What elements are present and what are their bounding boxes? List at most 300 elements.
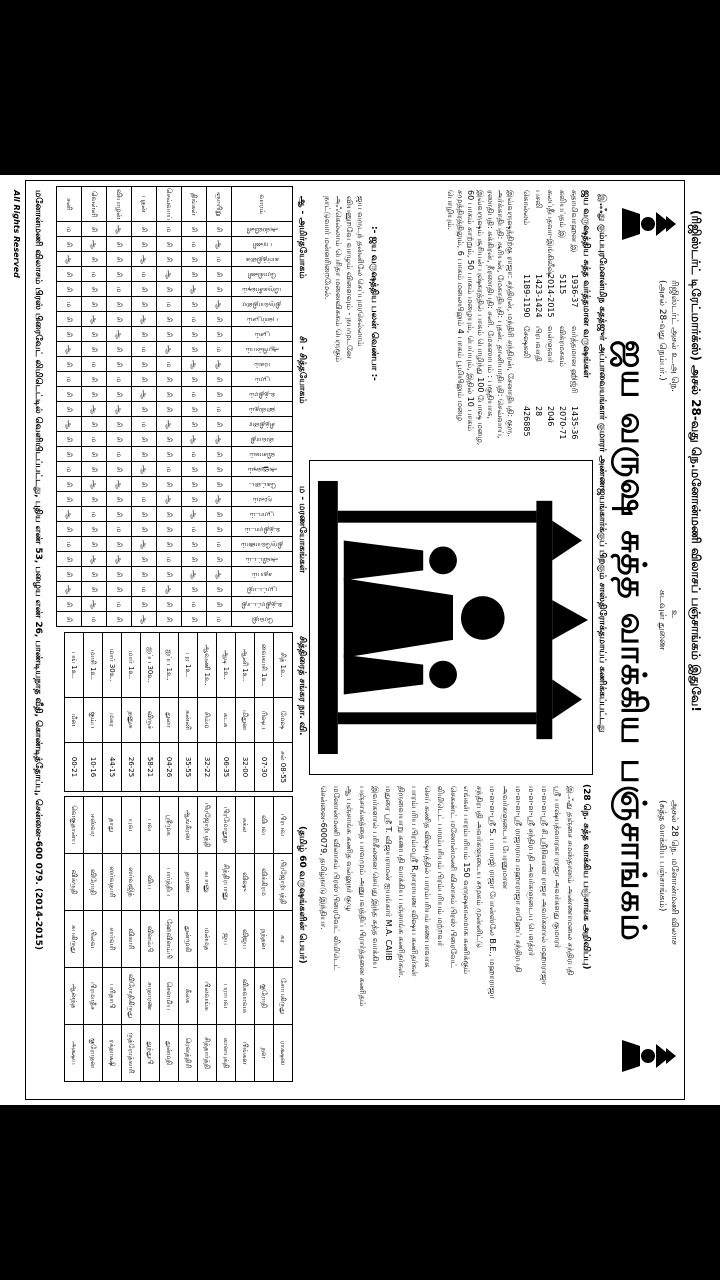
yoga-cell: சி	[182, 222, 207, 237]
yoga-cell: சி	[157, 282, 182, 297]
yoga-cell: சி	[132, 222, 157, 237]
yoga-cell: ம	[57, 537, 82, 552]
yoga-cell: சி	[207, 372, 232, 387]
year-name-cell: விஜய	[236, 911, 255, 968]
announcement-line: மனோன்மணி விலாசம் பிரஸ் பிரைவேட் லிமிடெட்	[332, 786, 341, 971]
yoga-cell: சி	[157, 597, 182, 612]
sankara-cell: துலா	[160, 698, 179, 743]
sankara-row	[160, 633, 179, 792]
sankara-cell: கடக	[217, 698, 236, 743]
yoga-cell: சி	[57, 567, 82, 582]
year-names-row	[84, 797, 103, 1082]
year-value2: 28	[534, 406, 543, 417]
weekday-row	[82, 187, 107, 627]
prophecy-heading: :- ஜய வருஷத்திய பலன் வெண்பா :-	[369, 226, 379, 381]
announcement-line: திருவையாறு கணபதி வாக்கிய பஞ்சாங்க கணிதர்கள்.	[397, 786, 406, 978]
yoga-cell: ம	[107, 522, 132, 537]
yoga-cell: ம	[182, 447, 207, 462]
yoga-cell: ம	[157, 297, 182, 312]
yoga-cell: ம	[82, 267, 107, 282]
year-name-cell: விகாரி	[122, 911, 141, 968]
yoga-cell: சி	[157, 237, 182, 252]
star-header: விசாகம்	[232, 447, 293, 462]
year-name-cell: பிரமோதூத	[217, 797, 236, 854]
yoga-cell: ஆ	[207, 297, 232, 312]
year-name-cell: துன்மதி	[160, 1025, 179, 1082]
year-label2: பிரபவாதி	[534, 326, 543, 362]
star-header: பூரம்	[232, 372, 293, 387]
sankara-cell: சித் 1உ.	[274, 633, 293, 698]
sankara-cell: 06-35	[217, 743, 236, 792]
star-header: ரோகிணி	[232, 267, 293, 282]
yoga-cell: சி	[157, 372, 182, 387]
year-name-cell: ஆங்கீரஸ	[179, 797, 198, 854]
year-name-cell: ஜய	[217, 911, 236, 968]
yoga-cell: ம	[132, 417, 157, 432]
announcement-line: சென்னை-600079, தமிழ்நாடு இந்தியா.	[319, 786, 328, 930]
year-names-row	[274, 797, 293, 1082]
yoga-cell: சி	[132, 432, 157, 447]
year-name-cell: ஸ்ரீமுக	[160, 797, 179, 854]
prophecy-section	[309, 186, 379, 456]
year-name-cell: ஸர்வஜித்	[122, 854, 141, 911]
yoga-cell: சி	[157, 567, 182, 582]
year-name-cell: நந்தன	[255, 911, 274, 968]
year-label: கொல்லம்	[522, 190, 531, 226]
yoga-cell: ஆ	[207, 492, 232, 507]
yoga-cell: சி	[107, 582, 132, 597]
yoga-cell: ம	[182, 522, 207, 537]
sankara-cell: 44-15	[103, 743, 122, 792]
star-header: பூசம்	[232, 327, 293, 342]
year-name-cell: கர	[274, 911, 293, 968]
yoga-cell: ம	[82, 507, 107, 522]
sankara-table	[64, 632, 293, 792]
yoga-cell: சி	[57, 312, 82, 327]
header-left-reg: ரிஜிஸ்டர்ட் அசல் உ.அ நெ.	[669, 280, 679, 393]
yoga-cell: ஆ	[182, 507, 207, 522]
sankara-row	[274, 633, 293, 792]
yoga-cell: சி	[157, 387, 182, 402]
year-name-cell: தாது	[103, 797, 122, 854]
year-label: கலப்தீபதவா-இங்கிலீஷ்	[546, 190, 555, 276]
yoga-cell: சி	[107, 342, 132, 357]
header-right: அசல் 28 நெ. மனோன்மணி விலாச	[669, 800, 679, 945]
yoga-cell: சி	[207, 477, 232, 492]
yoga-cell: ம	[157, 552, 182, 567]
yoga-cell: ஆ	[157, 417, 182, 432]
yoga-cell: சி	[182, 342, 207, 357]
header-center-god: கடவுள் துணை	[657, 590, 667, 651]
announcement-line: ம-ள-ள-ஸ்ரீ S. பாபாஜி ராஜா போன்ஸ்லே B.E., மஹாராஜா	[488, 786, 497, 999]
announcement-line: ம-ள-ள-ஸ்ரீ சி.ஸ்ரீநிவாஸ ராஜா அவர்களால் மஹாராஜா	[540, 786, 549, 986]
yoga-cell: ஆ	[107, 327, 132, 342]
yoga-cell: சி	[182, 612, 207, 627]
star-header: ஆயில்யம்	[232, 342, 293, 357]
year-value2: 426885	[522, 406, 531, 437]
year-name-cell: பிலவ	[84, 911, 103, 968]
almanac-table	[49, 186, 307, 1094]
announcement-line: ம-ள-ள-ஸ்ரீ சந்திரபதி அவர்களுடைய பௌத்ரர்	[527, 786, 536, 957]
year-label2: சேஷகலி	[522, 326, 531, 359]
sankara-cell: 26-25	[122, 743, 141, 792]
yoga-cell: சி	[57, 357, 82, 372]
sankara-cell: மார் 30உ.	[103, 633, 122, 698]
yoga-cell: ஆ	[132, 312, 157, 327]
year-name-cell: விஷு	[236, 854, 255, 911]
yoga-cell: சி	[182, 252, 207, 267]
years-heading: ஜய வருஷத்திய சுத்த வர்த்தமான வருஷங்கள்	[581, 190, 591, 378]
year-label: சுதாமிவாஹன இ	[570, 190, 579, 253]
yoga-cell: ஆ	[107, 222, 132, 237]
yoga-cell: ஆ	[82, 237, 107, 252]
year-name-cell: ஆனந்த	[65, 968, 84, 1025]
year-name-cell: சௌமிய	[160, 968, 179, 1025]
announcement-line: ம-ள-ள-ஸ்ரீ ராஜாராம மஹாராஜா சாஹேப் சந்திரபதி	[514, 786, 523, 973]
announcement-line: எங்கள் பாரம்பரியம் 150 வருஷகாலமாக கணிக்கும்	[462, 786, 471, 975]
year-name-cell: நள	[255, 1025, 274, 1082]
yoga-cell: சி	[157, 252, 182, 267]
yoga-cell: சி	[182, 537, 207, 552]
yoga-cell: ம	[207, 342, 232, 357]
yoga-cell: சி	[157, 447, 182, 462]
yoga-cell: சி	[57, 447, 82, 462]
yoga-cell: சி	[82, 522, 107, 537]
yoga-grid	[56, 186, 293, 627]
yoga-cell: ம	[182, 387, 207, 402]
yoga-cell: சி	[132, 522, 157, 537]
sankara-row	[122, 633, 141, 792]
sankara-cell: 04-26	[160, 743, 179, 792]
year-value: 1936-37	[570, 274, 579, 308]
weekday-row	[207, 187, 232, 627]
yoga-cell: ம	[207, 252, 232, 267]
announcement-line: ஆ பஞ்சாங்க கணித வல்லுநர் குழு	[345, 786, 354, 912]
sankara-cell: மாசி 1உ.	[84, 633, 103, 698]
yoga-cell: ஆ	[182, 282, 207, 297]
table-header-left: ஆ - அமிர்தயோகம்	[297, 196, 307, 279]
yoga-cell: ம	[157, 222, 182, 237]
yoga-cell: சி	[107, 567, 132, 582]
yoga-cell: ம	[132, 492, 157, 507]
yoga-cell: சி	[132, 357, 157, 372]
sankara-cell: விருச்	[141, 698, 160, 743]
yoga-cell: சி	[107, 507, 132, 522]
announcement-line: ஸ்ரீ பாஷ்யத்வாரகா ராஜா அவர்களது குமாரர்	[553, 786, 562, 949]
star-header: சதயம்	[232, 567, 293, 582]
yoga-cell: சி	[57, 267, 82, 282]
yoga-cell: சி	[82, 387, 107, 402]
sankara-cell: ஐப்ப 1உ.	[160, 633, 179, 698]
announcement-section	[309, 780, 593, 1094]
year-value2: 2046	[546, 406, 555, 427]
weekday-cell: திங்கள்	[182, 187, 207, 222]
years-section	[381, 186, 593, 456]
table-header-mid: சி - சித்தயோகம்	[297, 336, 307, 404]
yoga-cell: சி	[132, 297, 157, 312]
yoga-cell: ம	[132, 582, 157, 597]
yoga-cell: சி	[157, 537, 182, 552]
year-name-cell: யுவ	[122, 797, 141, 854]
yoga-cell: ம	[182, 237, 207, 252]
year-name-cell: சார்வரி	[103, 911, 122, 968]
yoga-cell: சி	[82, 417, 107, 432]
year-name-cell: காளயுக்தி	[217, 1025, 236, 1082]
yoga-cell: ம	[107, 282, 132, 297]
weekday-header: வாரம்	[232, 187, 293, 222]
yoga-cell: சி	[107, 432, 132, 447]
yoga-cell: ஆ	[57, 507, 82, 522]
deity-right-icon	[620, 1026, 680, 1086]
yoga-cell: சி	[57, 387, 82, 402]
announcement-line: அவர்களுடைய பேரனுமான	[501, 786, 510, 889]
yoga-cell: ஆ	[182, 432, 207, 447]
star-header: திருவாதிரை	[232, 297, 293, 312]
yoga-cell: ம	[132, 342, 157, 357]
year-label2: வள்ளுவர்	[546, 326, 555, 364]
prophecy-line-2: வியனுறவே வாழும் விளைவும் - நயமுடனே	[345, 196, 354, 359]
year-name-cell: குரோதி	[255, 968, 274, 1025]
yoga-cell: ஆ	[57, 417, 82, 432]
sankara-cell: ஆவணி 1உ.	[198, 633, 217, 698]
yoga-cell: சி	[107, 417, 132, 432]
announcement-line: இவர்களால் பரிசீலனை செய்து இந்த சுத்த வாக்கிய	[371, 786, 380, 969]
year-names-row	[179, 797, 198, 1082]
sankara-cell: புர 1உ.	[179, 633, 198, 698]
year-value: 1423-1424	[534, 274, 543, 318]
yoga-cell: சி	[82, 582, 107, 597]
year-value: 5115	[558, 274, 567, 295]
yoga-cell: ஆ	[182, 567, 207, 582]
yoga-cell: சி	[82, 447, 107, 462]
yoga-cell: சி	[82, 372, 107, 387]
yoga-cell: சி	[157, 312, 182, 327]
year-name-cell: ராக்ஷஸ	[274, 1025, 293, 1082]
year-name-cell: விக்கிரம	[255, 854, 274, 911]
year-name-cell: துந்துபி	[141, 1025, 160, 1082]
year-name-cell: பரிதாபி	[103, 968, 122, 1025]
year-name-cell: பிரபவ	[274, 797, 293, 854]
sankara-row	[255, 633, 274, 792]
yoga-cell: சி	[57, 612, 82, 627]
yoga-cell: ஆ	[207, 432, 232, 447]
yoga-cell: சி	[107, 252, 132, 267]
yoga-cell: ம	[82, 432, 107, 447]
yoga-cell: சி	[157, 327, 182, 342]
star-header: அவிட்டம்	[232, 552, 293, 567]
yoga-cell: ம	[132, 267, 157, 282]
sankara-row	[103, 633, 122, 792]
yoga-cell: சி	[182, 417, 207, 432]
year-name-cell: சுபானு	[198, 854, 217, 911]
prophecy-line-1: ஜய வருடந் தன்னிலே செப்புமரசெல்லாம்	[356, 196, 365, 347]
year-name-cell: ரக்தாக்ஷி	[103, 1025, 122, 1082]
star-header: மிருகசீர்ஷம்	[232, 282, 293, 297]
yoga-cell: சி	[132, 477, 157, 492]
yoga-cell: சி	[132, 402, 157, 417]
year-name-cell: பிரமாதீச	[84, 968, 103, 1025]
sankara-row	[65, 633, 84, 792]
star-header: கேட்டை	[232, 477, 293, 492]
sankara-cell: சல் 08-55	[274, 743, 293, 792]
star-header: உத்திராடம்	[232, 522, 293, 537]
year-name-cell: குரோதன	[84, 1025, 103, 1082]
year-name-cell: பவ	[141, 797, 160, 854]
yoga-cell: சி	[207, 387, 232, 402]
year-names-row	[103, 797, 122, 1082]
yoga-cell: சி	[107, 387, 132, 402]
sankara-cell: 10-16	[84, 743, 103, 792]
yoga-cell: ம	[107, 447, 132, 462]
year-name-cell: மன்மத	[198, 911, 217, 968]
yoga-cell: ம	[207, 402, 232, 417]
year-name-cell: விக்ருதி	[65, 854, 84, 911]
yoga-cell: சி	[182, 582, 207, 597]
year-name-cell: ஹேவிளம்பி	[160, 911, 179, 968]
yoga-cell: சி	[182, 477, 207, 492]
yoga-cell: சி	[107, 357, 132, 372]
star-header: பரணி	[232, 237, 293, 252]
weekday-cell: வெள்ளி	[82, 187, 107, 222]
weekday-cell: செவ்வாய்	[157, 187, 182, 222]
yoga-cell: சி	[182, 267, 207, 282]
announcement-heading: (28 நெ. சுத்த வாக்கிய பஞ்சாங்க அறிவிப்பு)	[581, 784, 591, 970]
sankara-row	[217, 633, 236, 792]
year-name-cell: ஸர்வதாரி	[103, 854, 122, 911]
star-header: உத்திரட்டாதி	[232, 597, 293, 612]
weekday-cell: புதன்	[132, 187, 157, 222]
year-value: 1189-1190	[522, 274, 531, 318]
sankara-cell: ஆடி 1உ.	[217, 633, 236, 698]
sankara-cell: 32-22	[198, 743, 217, 792]
sankara-cell: ரிஷப	[255, 698, 274, 743]
yoga-cell: சி	[157, 432, 182, 447]
year-name-cell: கீலக	[179, 968, 198, 1025]
year-name-cell: சித்தார்த்தி	[198, 1025, 217, 1082]
yoga-cell: சி	[207, 267, 232, 282]
footer-text: மனோன்மணி விலாசம் பிரஸ் பிரைவேட் லிமிடெட்டில் வெளியிடப்பட்டது, புதிய எண் 53, பழைய எண் 26, பாண்டியநாத வீதி, கொண்டித்தோப்பு, சென்னை-600 079. (2014-2015)	[33, 190, 43, 951]
weekday-row	[182, 187, 207, 627]
yoga-cell: ஆ	[82, 477, 107, 492]
yoga-cell: ஆ	[207, 237, 232, 252]
year-label: பசலி	[534, 190, 543, 209]
yoga-cell: சி	[107, 537, 132, 552]
table-header-names: (தமிழ் 60 வருஷங்களின் பெயர்)	[297, 826, 307, 964]
year-names-row	[65, 797, 84, 1082]
yoga-cell: சி	[82, 252, 107, 267]
sankara-cell: 35-55	[179, 743, 198, 792]
star-header: மூலம்	[232, 492, 293, 507]
yoga-cell: சி	[82, 282, 107, 297]
prophecy-line-4: நாட்டுவார் மன்னரிறைமேல்.	[323, 196, 332, 300]
announcement-line: மதுரை ஸ்ரீ T. விஜயராமன் ஐயங்கார் M.A. CAIIB	[384, 786, 393, 961]
yoga-cell: சி	[82, 537, 107, 552]
yoga-cell: ஆ	[207, 567, 232, 582]
yoga-cell: ஆ	[82, 402, 107, 417]
announcement-line: லிமிடெட் பாரம்பரியம் பிரம்பரியம் மற்றவர்	[436, 786, 445, 947]
sankara-cell: 58-21	[141, 743, 160, 792]
star-header: புனர்பூசம்	[232, 312, 293, 327]
year-name-cell: பிங்கள	[236, 1025, 255, 1082]
top-banner: (ரிஜிஸ்டர்ட் டிரேட்மார்க்ஸ்) அசல் 28-வது நெ.மனோன்மணி விலாசப் பஞ்சாங்கம் இதுவே!	[689, 210, 703, 712]
yoga-cell: சி	[107, 612, 132, 627]
header-center-ua: உ	[669, 610, 679, 619]
yoga-cell: ம	[57, 222, 82, 237]
yoga-cell: சி	[132, 447, 157, 462]
yoga-cell: ம	[157, 357, 182, 372]
all-rights-reserved: All Rights Reserved	[12, 190, 21, 278]
yoga-cell: ம	[82, 612, 107, 627]
weekday-cell: வியாழன்	[107, 187, 132, 222]
sankara-row	[198, 633, 217, 792]
year-name-cell: சுக்ல	[236, 797, 255, 854]
yoga-cell: ம	[207, 537, 232, 552]
sankara-row	[141, 633, 160, 792]
yoga-cell: ஆ	[182, 357, 207, 372]
year-name-cell: சுபகிருது	[65, 911, 84, 968]
yoga-cell: சி	[132, 597, 157, 612]
year-names-row	[217, 797, 236, 1082]
announcement-line: சந்திரபதி அவர்களுடைய சமூகம் முன்னிட்டு	[475, 786, 484, 948]
year-label: கலியப்தம் இ	[558, 190, 567, 239]
announcement-line: செய் கணித விஷயத்தில் பாரம்பரியம் கணபாவாக	[423, 786, 432, 968]
yoga-cell: சி	[157, 612, 182, 627]
yoga-cell: ம	[57, 462, 82, 477]
yoga-cell: ஆ	[132, 252, 157, 267]
sankara-cell: மிதுன	[236, 698, 255, 743]
yoga-cell: ஆ	[132, 462, 157, 477]
yoga-cell: சி	[207, 282, 232, 297]
yoga-cell: சி	[157, 522, 182, 537]
star-header: சித்திரை	[232, 417, 293, 432]
announcement-line: பாரம்பரிய பிரம்மஸ்ரீ R.நாராயண விஷய கணிதர்கள்	[410, 786, 419, 977]
yoga-cell: ம	[207, 612, 232, 627]
yoga-cell: சி	[207, 447, 232, 462]
yoga-cell: சி	[132, 567, 157, 582]
year-name-cell: ரௌத்திரி	[179, 1025, 198, 1082]
year-name-cell: பராபவ	[217, 968, 236, 1025]
yoga-cell: ம	[182, 312, 207, 327]
yoga-cell: ஆ	[107, 477, 132, 492]
star-header: மகம்	[232, 357, 293, 372]
almanac-page	[0, 175, 720, 1105]
yoga-cell: ஆ	[157, 342, 182, 357]
year-name-cell: சோபகிருது	[274, 968, 293, 1025]
planet-paragraph: இவ்வருஷத்திற்கு ராஜா: சந்திரன், மந்திரி சந்திரன், சேனாதிபதி: குரு. அர்க்காதிபதி: சூரியன், மேகாதிபதி: புதன். தானியாதிபதி: செவ்வாய், ரஸாதிபதி: சுக்கிரன், நீரஸாதிபதி: சனி. மேகஸாபம் : பகுதியாக, இவ்வருஷம் சூரியன் புஷ்கரத்தில் பாகம் பொழிந்து 100 போஷ மழை, 60 பாகம் காற்றும், 50 பாகம் மழையும், பெய்யும், இதில் 10 பாகம் சமுத்திரத்திலும், 6 பாகம் மலையிலும் 4 பாகம் பூமியிலும் மழை பொழியும்.	[446, 190, 515, 446]
year-name-cell: சித்திரபானு	[217, 854, 236, 911]
sankara-row	[84, 633, 103, 792]
yoga-cell: ஆ	[57, 582, 82, 597]
yoga-cell: ஆ	[207, 357, 232, 372]
yoga-cell: சி	[107, 492, 132, 507]
yoga-cell: சி	[82, 297, 107, 312]
year-names-row	[122, 797, 141, 1082]
sankara-cell: ஆனி 1உ.	[236, 633, 255, 698]
main-title: ஜய வருஷ சுத்த வாக்கிய பஞ்சாங்கம்	[613, 340, 653, 942]
weekday-row	[107, 187, 132, 627]
yoga-cell: சி	[82, 222, 107, 237]
yoga-cell: ம	[182, 597, 207, 612]
yoga-cell: சி	[207, 312, 232, 327]
year-name-cell: ஈஸ்வர	[84, 797, 103, 854]
sankara-cell: கும்ப	[84, 698, 103, 743]
sankara-cell: ஐப்ப 30உ.	[141, 633, 160, 698]
year-name-cell: பார்த்திப	[160, 854, 179, 911]
yoga-cell: ஆ	[157, 582, 182, 597]
yoga-cell: சி	[132, 327, 157, 342]
star-header: ஸ்வாதி	[232, 432, 293, 447]
sankara-cell: தனுசு	[122, 698, 141, 743]
